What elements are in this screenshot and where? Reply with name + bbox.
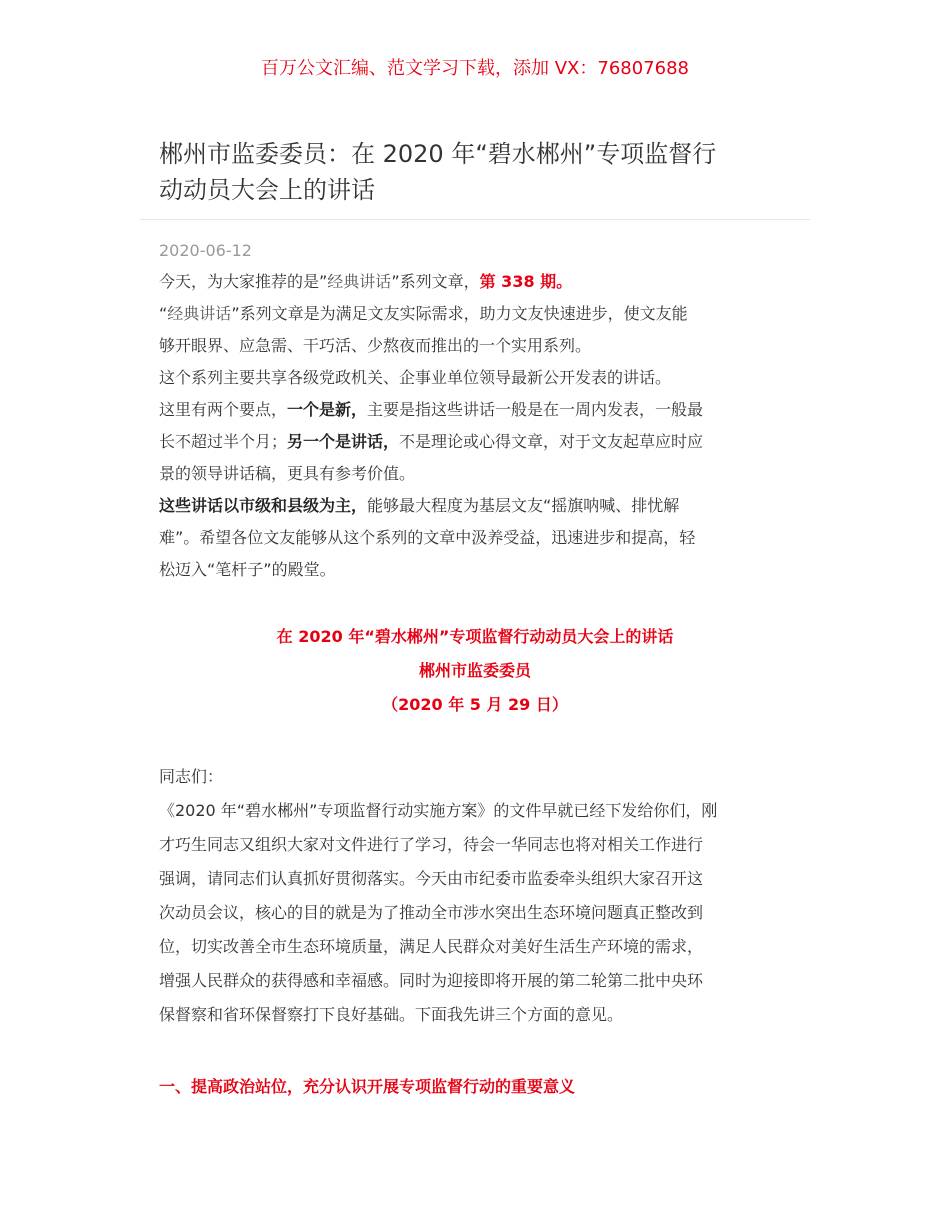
intro-text: 长不超过半个月； [159, 432, 288, 451]
section-heading-1: 一、提高政治站位，充分认识开展专项监督行动的重要意义 [159, 1077, 576, 1096]
body-line: 才巧生同志又组织大家对文件进行了学习，待会一华同志也将对相关工作进行 [159, 835, 704, 854]
intro-paragraph-3: 这个系列主要共享各级党政机关、企事业单位领导最新公开发表的讲话。 [159, 368, 672, 387]
body-line: 位，切实改善全市生态环境质量，满足人民群众对美好生活生产环境的需求， [159, 937, 704, 956]
body-line: 增强人民群众的获得感和幸福感。同时为迎接即将开展的第二轮第二批中央环 [159, 971, 704, 990]
title-divider [140, 219, 810, 220]
intro-section [159, 266, 799, 586]
intro-text: 今天，为大家推荐的是” [159, 272, 328, 291]
body-line: 次动员会议，核心的目的就是为了推动全市涉水突出生态环境问题真正整改到 [159, 903, 704, 922]
intro-text: 主要是指这些讲话一般是在一周内发表，一般最 [367, 400, 704, 419]
intro-text: “ [159, 304, 168, 323]
article-title [159, 136, 799, 208]
intro-text: 够开眼界、应急需、干巧活、少熬夜而推出的一个实用系列。 [159, 336, 592, 355]
speech-speaker: 郴州市监委委员 [418, 661, 531, 680]
intro-paragraph-2 [159, 298, 799, 362]
speech-date: （2020 年 5 月 29 日） [382, 695, 568, 714]
emphasis-text: 这些讲话以市级和县级为主， [159, 496, 368, 515]
speech-paragraph-1 [159, 794, 799, 1032]
series-name: 经典讲话 [167, 304, 232, 323]
intro-text: ”系列文章是为满足文友实际需求，助力文友快速进步，使文友能 [231, 304, 688, 323]
intro-text: 这里有两个要点， [159, 400, 288, 419]
intro-text: 不是理论或心得文章，对于文友起草应时应 [399, 432, 704, 451]
article-title-line2: 动动员大会上的讲话 [159, 176, 375, 204]
intro-text: 松迈入“笔杆子”的殿堂。 [159, 560, 336, 579]
intro-text: ”系列文章， [391, 272, 480, 291]
intro-paragraph-5 [159, 490, 799, 586]
speech-heading [0, 620, 950, 722]
intro-text: 景的领导讲话稿，更具有参考价值。 [159, 464, 416, 483]
speech-body [159, 760, 799, 1032]
article-title-line1: 郴州市监委委员：在 2020 年“碧水郴州”专项监督行 [159, 140, 717, 168]
body-line: 强调，请同志们认真抓好贯彻落实。今天由市纪委市监委牵头组织大家召开这 [159, 869, 704, 888]
emphasis-text: 一个是新， [287, 400, 368, 419]
series-name: 经典讲话 [327, 272, 392, 291]
intro-text: 难”。希望各位文友能够从这个系列的文章中汲养受益，迅速进步和提高，轻 [159, 528, 696, 547]
intro-paragraph-1 [159, 266, 799, 298]
article-date: 2020-06-12 [159, 241, 252, 260]
body-line: 《2020 年“碧水郴州”专项监督行动实施方案》的文件早就已经下发给你们，刚 [159, 801, 718, 820]
body-line: 保督察和省环保督察打下良好基础。下面我先讲三个方面的意见。 [159, 1005, 624, 1024]
intro-paragraph-4 [159, 394, 799, 490]
header-banner: 百万公文汇编、范文学习下载，添加 VX：76807688 [261, 58, 689, 79]
intro-text: 能够最大程度为基层文友“摇旗呐喊、排忧解 [367, 496, 680, 515]
issue-number: 第 338 期。 [479, 272, 573, 291]
salutation: 同志们： [159, 767, 224, 786]
speech-title: 在 2020 年“碧水郴州”专项监督行动动员大会上的讲话 [276, 627, 674, 646]
emphasis-text: 另一个是讲话， [287, 432, 400, 451]
